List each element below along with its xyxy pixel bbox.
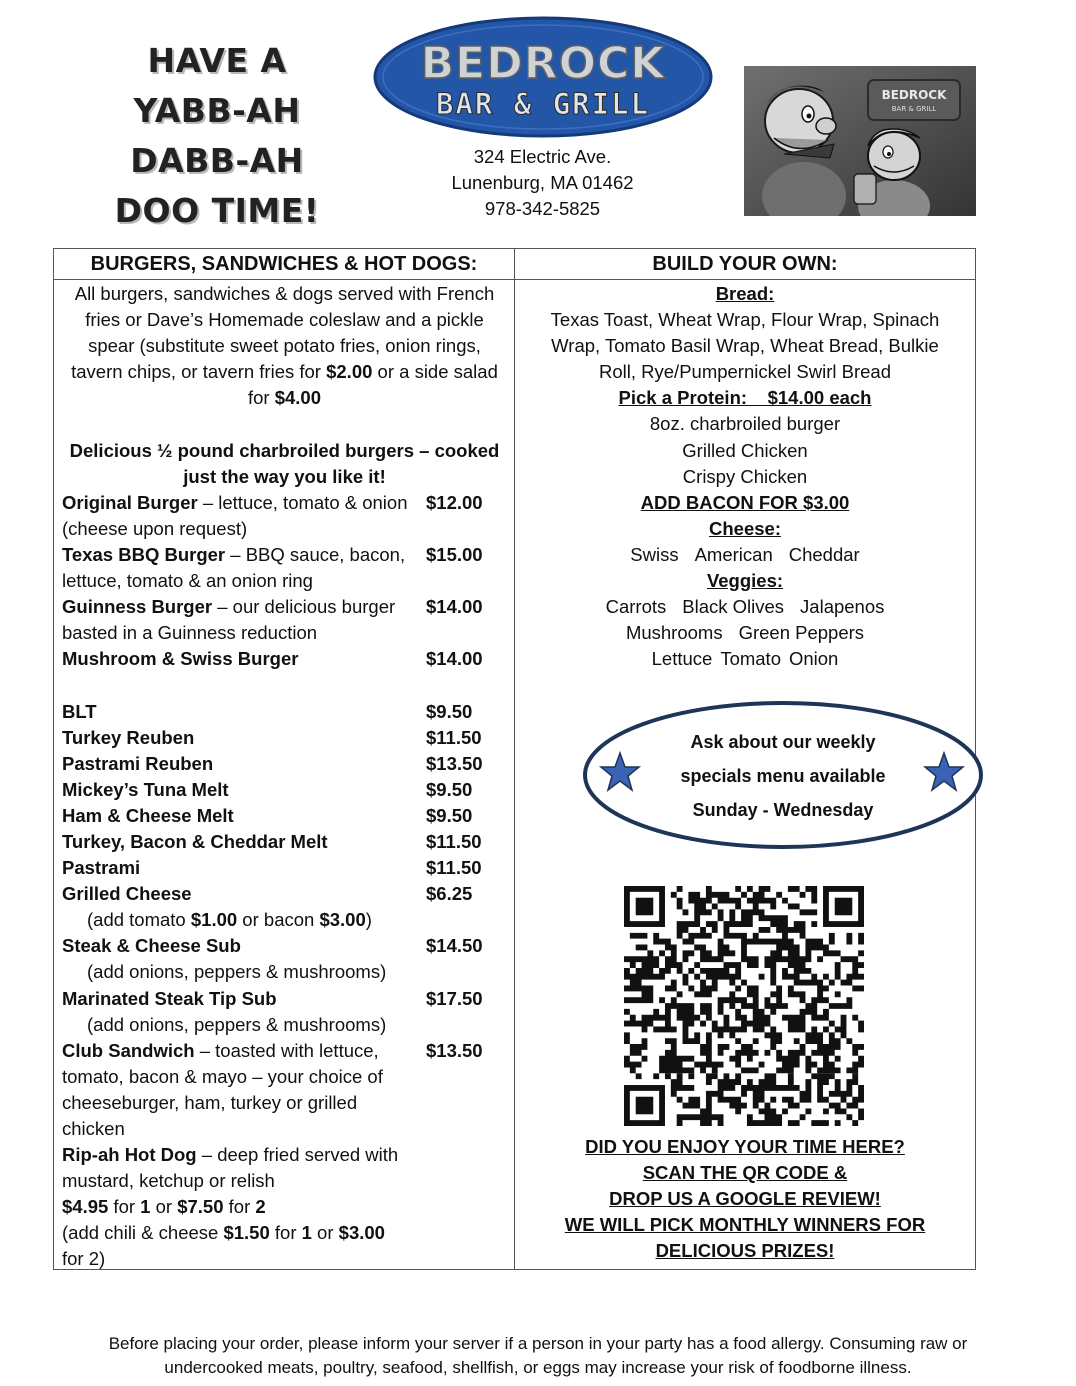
protein-option: Grilled Chicken xyxy=(682,439,808,461)
bedrock-logo xyxy=(372,15,714,139)
item-price: $13.50 xyxy=(426,752,483,774)
address-street: 324 Electric Ave. xyxy=(473,146,612,167)
menu-item xyxy=(62,933,507,959)
item-price: $14.50 xyxy=(426,935,483,957)
item-name: Guinness Burger xyxy=(62,596,213,618)
item-price: $9.50 xyxy=(426,804,473,826)
tagline-line: YABB-AH xyxy=(133,91,301,130)
section-title-build-your-own: BUILD YOUR OWN: xyxy=(652,253,838,275)
item-price: $11.50 xyxy=(426,857,482,879)
veggies-label: Veggies: xyxy=(706,570,784,592)
menu-item xyxy=(62,803,507,829)
item-name: Pastrami xyxy=(62,857,141,879)
bread-label: Bread: xyxy=(715,283,775,304)
burgers-intro: Delicious ½ pound charbroiled burgers – cooked just the way you like it! xyxy=(69,439,500,487)
menu-item xyxy=(62,542,507,594)
allergy-disclaimer: Before placing your order, please inform your server if a person in your party has a food allergy. Consuming raw or undercooked meats, poultry, seafood, shellfish, or eggs may increase your risk of foodborne illness. xyxy=(108,1334,968,1377)
veggie-row xyxy=(515,620,975,646)
item-name: Ham & Cheese Melt xyxy=(62,804,234,826)
item-price: $13.50 xyxy=(426,1039,483,1061)
tagline-line: DOO TIME! xyxy=(114,191,320,230)
add-bacon: ADD BACON FOR $3.00 xyxy=(640,491,850,513)
item-price: $14.00 xyxy=(426,596,483,618)
menu-item xyxy=(62,1038,507,1142)
item-price: $6.25 xyxy=(426,883,473,905)
qr-finder-square xyxy=(823,886,864,927)
item-description: – toasted with lettuce, tomato, bacon & mayo – your choice of cheeseburger, ham, turkey or grilled chicken xyxy=(62,1039,383,1139)
address-city: Lunenburg, MA 01462 xyxy=(451,172,634,193)
item-name: Club Sandwich xyxy=(62,1039,195,1061)
menu-item xyxy=(62,986,507,1012)
cheese-option: Swiss xyxy=(630,543,679,565)
section-title-burgers: BURGERS, SANDWICHES & HOT DOGS: xyxy=(90,253,478,275)
menu-item xyxy=(62,751,507,777)
veggie-row xyxy=(515,646,975,672)
item-name: Grilled Cheese xyxy=(62,883,192,905)
cheese-option: American xyxy=(694,543,773,565)
item-name: Turkey, Bacon & Cheddar Melt xyxy=(62,830,328,852)
veggie-option: Jalapenos xyxy=(800,596,885,618)
flintstones-cartoon-image xyxy=(744,66,976,216)
item-name: Texas BBQ Burger xyxy=(62,543,226,565)
weekly-specials-badge xyxy=(581,698,985,852)
google-review-prompt: DID YOU ENJOY YOUR TIME HERE? SCAN THE QR CODE & DROP US A GOOGLE REVIEW! WE WILL PICK MONTHLY WINNERS FOR DELICIOUS PRIZES! xyxy=(564,1136,926,1262)
menu-item xyxy=(62,725,507,751)
cheese-option: Cheddar xyxy=(788,543,860,565)
item-price: $15.00 xyxy=(426,543,483,565)
item-note: (add onions, peppers & mushrooms) xyxy=(87,961,387,983)
menu-item xyxy=(62,490,507,542)
cheese-options xyxy=(515,542,975,568)
item-description: – our delicious burger basted in a Guinness reduction xyxy=(62,596,396,644)
protein-option: Crispy Chicken xyxy=(682,465,808,487)
item-name: Marinated Steak Tip Sub xyxy=(62,987,277,1009)
menu-item xyxy=(62,699,507,725)
item-name: Turkey Reuben xyxy=(62,726,195,748)
burgers-sandwiches-column xyxy=(62,281,507,1273)
address xyxy=(400,144,685,222)
item-description: – deep fried served with mustard, ketchup or relish xyxy=(62,1144,399,1192)
veggie-option: Lettuce xyxy=(651,648,713,670)
cartoon-sign-subtitle: BAR & GRILL xyxy=(891,105,937,113)
veggie-option: Carrots xyxy=(605,596,667,618)
item-price: $9.50 xyxy=(426,778,473,800)
item-price: $9.50 xyxy=(426,700,473,722)
item-name: Mushroom & Swiss Burger xyxy=(62,648,299,670)
qr-finder-square xyxy=(624,886,665,927)
veggie-option: Black Olives xyxy=(682,596,785,618)
logo-subtitle: BAR & GRILL xyxy=(435,87,651,121)
menu-table xyxy=(53,248,976,1270)
qr-finder-square xyxy=(624,1085,665,1126)
cartoon-sign-title: BEDROCK xyxy=(881,88,947,102)
cheese-label: Cheese: xyxy=(709,517,781,539)
tagline-line: DABB-AH xyxy=(130,141,304,180)
build-your-own-column xyxy=(515,281,975,672)
item-price: $11.50 xyxy=(426,726,482,748)
menu-item xyxy=(62,881,507,907)
menu-item xyxy=(62,646,507,672)
menu-item xyxy=(62,777,507,803)
menu-item xyxy=(62,829,507,855)
veggie-option: Onion xyxy=(788,648,839,670)
phone-number: 978-342-5825 xyxy=(484,198,601,219)
item-description: – lettuce, tomato & onion (cheese upon request) xyxy=(62,491,408,539)
sides-intro: All burgers, sandwiches & dogs served with French fries or Dave’s Homemade coleslaw and a pickle spear (substitute sweet potato fries, onion rings, tavern chips, or tavern fries for $2.00 or a side salad for $4.00 xyxy=(71,283,498,409)
item-note: (add tomato $1.00 or bacon $3.00) xyxy=(87,909,372,931)
item-name: Pastrami Reuben xyxy=(62,752,214,774)
menu-item-hot-dog: Rip-ah Hot Dog – deep fried served with mustard, ketchup or relish $4.95 for 1 or $7.50 for 2 (add chili & cheese $1.50 for 1 or $3.00 for 2) xyxy=(62,1144,399,1270)
item-description: – BBQ sauce, bacon, lettuce, tomato & an onion ring xyxy=(62,543,406,592)
tagline xyxy=(92,36,342,236)
menu-item xyxy=(62,594,507,646)
specials-text: Ask about our weekly specials menu available Sunday - Wednesday xyxy=(680,732,886,820)
protein-option: 8oz. charbroiled burger xyxy=(649,413,841,435)
item-name: Rip-ah Hot Dog xyxy=(62,1144,197,1166)
item-price: $11.50 xyxy=(426,830,482,852)
item-name: BLT xyxy=(62,700,97,722)
veggie-option: Mushrooms xyxy=(625,622,723,644)
header-divider xyxy=(54,279,975,280)
item-price: $14.00 xyxy=(426,648,483,670)
item-price: $12.00 xyxy=(426,491,483,513)
item-note: (add onions, peppers & mushrooms) xyxy=(87,1013,387,1035)
tagline-line: HAVE A xyxy=(147,41,287,80)
qr-code-icon[interactable] xyxy=(624,886,866,1126)
menu-item xyxy=(62,855,507,881)
veggie-option: Tomato xyxy=(720,648,781,670)
item-price: $17.50 xyxy=(426,987,483,1009)
item-name: Mickey’s Tuna Melt xyxy=(62,778,229,800)
veggie-option: Green Peppers xyxy=(738,622,865,644)
item-name: Original Burger xyxy=(62,491,198,513)
logo-title: BEDROCK xyxy=(420,38,666,89)
protein-label: Pick a Protein: $14.00 each xyxy=(618,387,872,409)
bread-options: Texas Toast, Wheat Wrap, Flour Wrap, Spinach Wrap, Tomato Basil Wrap, Wheat Bread, Bulkie Roll, Rye/Pumpernickel Swirl Bread xyxy=(550,309,940,383)
veggie-row xyxy=(515,594,975,620)
item-name: Steak & Cheese Sub xyxy=(62,935,241,957)
